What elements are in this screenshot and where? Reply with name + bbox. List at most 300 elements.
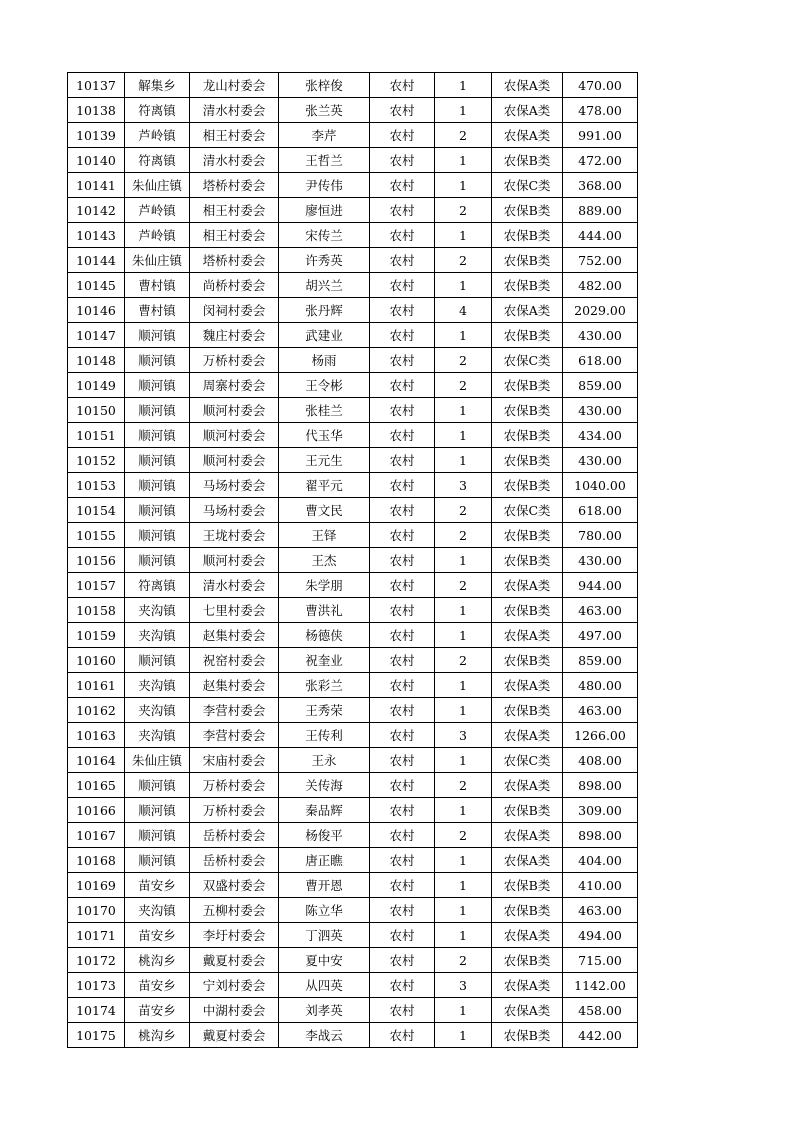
record-id-cell: 10175 xyxy=(68,1023,125,1048)
record-id-cell: 10147 xyxy=(68,323,125,348)
amount-cell: 859.00 xyxy=(563,648,638,673)
record-id-cell: 10174 xyxy=(68,998,125,1023)
village-committee-cell: 塔桥村委会 xyxy=(190,173,279,198)
person-count-cell: 1 xyxy=(435,673,492,698)
person-count-cell: 1 xyxy=(435,448,492,473)
household-type-cell: 农村 xyxy=(370,298,435,323)
name-cell: 关传海 xyxy=(279,773,370,798)
insurance-category-cell: 农保A类 xyxy=(492,998,563,1023)
amount-cell: 1266.00 xyxy=(563,723,638,748)
table-row xyxy=(68,723,638,748)
town-cell: 顺河镇 xyxy=(125,848,190,873)
person-count-cell: 2 xyxy=(435,348,492,373)
insurance-category-cell: 农保B类 xyxy=(492,698,563,723)
insurance-category-cell: 农保A类 xyxy=(492,298,563,323)
name-cell: 王铎 xyxy=(279,523,370,548)
table-row xyxy=(68,373,638,398)
town-cell: 顺河镇 xyxy=(125,798,190,823)
name-cell: 张梓俊 xyxy=(279,73,370,98)
village-committee-cell: 五柳村委会 xyxy=(190,898,279,923)
table-row xyxy=(68,423,638,448)
village-committee-cell: 祝窑村委会 xyxy=(190,648,279,673)
person-count-cell: 1 xyxy=(435,798,492,823)
name-cell: 杨雨 xyxy=(279,348,370,373)
village-committee-cell: 清水村委会 xyxy=(190,98,279,123)
village-committee-cell: 相王村委会 xyxy=(190,223,279,248)
village-committee-cell: 双盛村委会 xyxy=(190,873,279,898)
village-committee-cell: 顺河村委会 xyxy=(190,548,279,573)
household-type-cell: 农村 xyxy=(370,373,435,398)
table-row xyxy=(68,323,638,348)
village-committee-cell: 万桥村委会 xyxy=(190,348,279,373)
village-committee-cell: 中湖村委会 xyxy=(190,998,279,1023)
record-id-cell: 10142 xyxy=(68,198,125,223)
person-count-cell: 1 xyxy=(435,1023,492,1048)
household-type-cell: 农村 xyxy=(370,948,435,973)
person-count-cell: 2 xyxy=(435,373,492,398)
household-type-cell: 农村 xyxy=(370,198,435,223)
record-id-cell: 10144 xyxy=(68,248,125,273)
record-id-cell: 10146 xyxy=(68,298,125,323)
household-type-cell: 农村 xyxy=(370,998,435,1023)
town-cell: 朱仙庄镇 xyxy=(125,748,190,773)
village-committee-cell: 岳桥村委会 xyxy=(190,823,279,848)
insurance-category-cell: 农保B类 xyxy=(492,798,563,823)
roster-table xyxy=(67,72,638,1048)
household-type-cell: 农村 xyxy=(370,123,435,148)
household-type-cell: 农村 xyxy=(370,873,435,898)
name-cell: 王杰 xyxy=(279,548,370,573)
table-row xyxy=(68,98,638,123)
name-cell: 王元生 xyxy=(279,448,370,473)
household-type-cell: 农村 xyxy=(370,573,435,598)
town-cell: 夹沟镇 xyxy=(125,598,190,623)
village-committee-cell: 龙山村委会 xyxy=(190,73,279,98)
table-row xyxy=(68,298,638,323)
table-row xyxy=(68,398,638,423)
town-cell: 顺河镇 xyxy=(125,423,190,448)
town-cell: 顺河镇 xyxy=(125,498,190,523)
village-committee-cell: 尚桥村委会 xyxy=(190,273,279,298)
name-cell: 王传利 xyxy=(279,723,370,748)
household-type-cell: 农村 xyxy=(370,1023,435,1048)
town-cell: 苗安乡 xyxy=(125,923,190,948)
household-type-cell: 农村 xyxy=(370,648,435,673)
name-cell: 王令彬 xyxy=(279,373,370,398)
amount-cell: 470.00 xyxy=(563,73,638,98)
household-type-cell: 农村 xyxy=(370,798,435,823)
village-committee-cell: 闵祠村委会 xyxy=(190,298,279,323)
village-committee-cell: 相王村委会 xyxy=(190,198,279,223)
insurance-category-cell: 农保B类 xyxy=(492,898,563,923)
household-type-cell: 农村 xyxy=(370,423,435,448)
table-row xyxy=(68,73,638,98)
record-id-cell: 10150 xyxy=(68,398,125,423)
town-cell: 顺河镇 xyxy=(125,523,190,548)
village-committee-cell: 赵集村委会 xyxy=(190,673,279,698)
name-cell: 杨德侠 xyxy=(279,623,370,648)
person-count-cell: 1 xyxy=(435,98,492,123)
table-row xyxy=(68,573,638,598)
household-type-cell: 农村 xyxy=(370,73,435,98)
name-cell: 唐正瞧 xyxy=(279,848,370,873)
person-count-cell: 1 xyxy=(435,848,492,873)
village-committee-cell: 万桥村委会 xyxy=(190,798,279,823)
record-id-cell: 10159 xyxy=(68,623,125,648)
household-type-cell: 农村 xyxy=(370,273,435,298)
town-cell: 芦岭镇 xyxy=(125,123,190,148)
name-cell: 许秀英 xyxy=(279,248,370,273)
table-row xyxy=(68,223,638,248)
village-committee-cell: 戴夏村委会 xyxy=(190,1023,279,1048)
household-type-cell: 农村 xyxy=(370,498,435,523)
record-id-cell: 10173 xyxy=(68,973,125,998)
amount-cell: 898.00 xyxy=(563,773,638,798)
person-count-cell: 1 xyxy=(435,698,492,723)
household-type-cell: 农村 xyxy=(370,598,435,623)
household-type-cell: 农村 xyxy=(370,848,435,873)
record-id-cell: 10157 xyxy=(68,573,125,598)
record-id-cell: 10170 xyxy=(68,898,125,923)
insurance-category-cell: 农保C类 xyxy=(492,173,563,198)
town-cell: 夹沟镇 xyxy=(125,673,190,698)
village-committee-cell: 七里村委会 xyxy=(190,598,279,623)
amount-cell: 889.00 xyxy=(563,198,638,223)
insurance-category-cell: 农保B类 xyxy=(492,148,563,173)
record-id-cell: 10158 xyxy=(68,598,125,623)
household-type-cell: 农村 xyxy=(370,673,435,698)
insurance-category-cell: 农保B类 xyxy=(492,198,563,223)
village-committee-cell: 顺河村委会 xyxy=(190,398,279,423)
household-type-cell: 农村 xyxy=(370,473,435,498)
person-count-cell: 1 xyxy=(435,398,492,423)
town-cell: 顺河镇 xyxy=(125,448,190,473)
town-cell: 解集乡 xyxy=(125,73,190,98)
name-cell: 李芹 xyxy=(279,123,370,148)
village-committee-cell: 清水村委会 xyxy=(190,573,279,598)
town-cell: 顺河镇 xyxy=(125,773,190,798)
table-row xyxy=(68,898,638,923)
person-count-cell: 1 xyxy=(435,423,492,448)
record-id-cell: 10152 xyxy=(68,448,125,473)
household-type-cell: 农村 xyxy=(370,223,435,248)
record-id-cell: 10155 xyxy=(68,523,125,548)
amount-cell: 991.00 xyxy=(563,123,638,148)
record-id-cell: 10139 xyxy=(68,123,125,148)
insurance-category-cell: 农保A类 xyxy=(492,73,563,98)
name-cell: 张彩兰 xyxy=(279,673,370,698)
person-count-cell: 4 xyxy=(435,298,492,323)
name-cell: 宋传兰 xyxy=(279,223,370,248)
table-row xyxy=(68,198,638,223)
person-count-cell: 2 xyxy=(435,248,492,273)
household-type-cell: 农村 xyxy=(370,448,435,473)
name-cell: 曹开恩 xyxy=(279,873,370,898)
person-count-cell: 3 xyxy=(435,473,492,498)
person-count-cell: 2 xyxy=(435,498,492,523)
person-count-cell: 1 xyxy=(435,173,492,198)
village-committee-cell: 顺河村委会 xyxy=(190,423,279,448)
name-cell: 曹文民 xyxy=(279,498,370,523)
amount-cell: 434.00 xyxy=(563,423,638,448)
amount-cell: 463.00 xyxy=(563,898,638,923)
name-cell: 武建业 xyxy=(279,323,370,348)
table-row xyxy=(68,448,638,473)
town-cell: 桃沟乡 xyxy=(125,1023,190,1048)
insurance-category-cell: 农保B类 xyxy=(492,223,563,248)
person-count-cell: 1 xyxy=(435,223,492,248)
table-row xyxy=(68,248,638,273)
name-cell: 翟平元 xyxy=(279,473,370,498)
village-committee-cell: 魏庄村委会 xyxy=(190,323,279,348)
household-type-cell: 农村 xyxy=(370,548,435,573)
village-committee-cell: 万桥村委会 xyxy=(190,773,279,798)
roster-table-body xyxy=(68,73,638,1048)
person-count-cell: 1 xyxy=(435,598,492,623)
household-type-cell: 农村 xyxy=(370,623,435,648)
amount-cell: 458.00 xyxy=(563,998,638,1023)
town-cell: 曹村镇 xyxy=(125,298,190,323)
name-cell: 曹洪礼 xyxy=(279,598,370,623)
amount-cell: 494.00 xyxy=(563,923,638,948)
household-type-cell: 农村 xyxy=(370,323,435,348)
household-type-cell: 农村 xyxy=(370,723,435,748)
name-cell: 祝奎业 xyxy=(279,648,370,673)
town-cell: 夹沟镇 xyxy=(125,623,190,648)
insurance-category-cell: 农保A类 xyxy=(492,623,563,648)
person-count-cell: 1 xyxy=(435,923,492,948)
table-row xyxy=(68,848,638,873)
record-id-cell: 10169 xyxy=(68,873,125,898)
amount-cell: 752.00 xyxy=(563,248,638,273)
insurance-category-cell: 农保B类 xyxy=(492,948,563,973)
town-cell: 顺河镇 xyxy=(125,398,190,423)
village-committee-cell: 马场村委会 xyxy=(190,498,279,523)
insurance-category-cell: 农保B类 xyxy=(492,323,563,348)
record-id-cell: 10149 xyxy=(68,373,125,398)
table-row xyxy=(68,748,638,773)
insurance-category-cell: 农保B类 xyxy=(492,273,563,298)
insurance-category-cell: 农保A类 xyxy=(492,98,563,123)
record-id-cell: 10145 xyxy=(68,273,125,298)
person-count-cell: 1 xyxy=(435,273,492,298)
table-row xyxy=(68,948,638,973)
insurance-category-cell: 农保A类 xyxy=(492,123,563,148)
record-id-cell: 10140 xyxy=(68,148,125,173)
record-id-cell: 10171 xyxy=(68,923,125,948)
household-type-cell: 农村 xyxy=(370,348,435,373)
household-type-cell: 农村 xyxy=(370,773,435,798)
record-id-cell: 10153 xyxy=(68,473,125,498)
table-row xyxy=(68,498,638,523)
person-count-cell: 2 xyxy=(435,523,492,548)
insurance-category-cell: 农保A类 xyxy=(492,673,563,698)
amount-cell: 430.00 xyxy=(563,448,638,473)
town-cell: 桃沟乡 xyxy=(125,948,190,973)
town-cell: 苗安乡 xyxy=(125,973,190,998)
record-id-cell: 10151 xyxy=(68,423,125,448)
insurance-category-cell: 农保B类 xyxy=(492,648,563,673)
table-row xyxy=(68,548,638,573)
village-committee-cell: 李圩村委会 xyxy=(190,923,279,948)
record-id-cell: 10137 xyxy=(68,73,125,98)
record-id-cell: 10141 xyxy=(68,173,125,198)
name-cell: 从四英 xyxy=(279,973,370,998)
person-count-cell: 1 xyxy=(435,748,492,773)
table-row xyxy=(68,123,638,148)
town-cell: 芦岭镇 xyxy=(125,198,190,223)
town-cell: 芦岭镇 xyxy=(125,223,190,248)
household-type-cell: 农村 xyxy=(370,698,435,723)
amount-cell: 618.00 xyxy=(563,348,638,373)
person-count-cell: 1 xyxy=(435,873,492,898)
village-committee-cell: 赵集村委会 xyxy=(190,623,279,648)
record-id-cell: 10138 xyxy=(68,98,125,123)
insurance-category-cell: 农保C类 xyxy=(492,498,563,523)
record-id-cell: 10156 xyxy=(68,548,125,573)
name-cell: 代玉华 xyxy=(279,423,370,448)
household-type-cell: 农村 xyxy=(370,923,435,948)
household-type-cell: 农村 xyxy=(370,748,435,773)
name-cell: 胡兴兰 xyxy=(279,273,370,298)
table-row xyxy=(68,623,638,648)
insurance-category-cell: 农保B类 xyxy=(492,448,563,473)
record-id-cell: 10161 xyxy=(68,673,125,698)
household-type-cell: 农村 xyxy=(370,823,435,848)
person-count-cell: 1 xyxy=(435,323,492,348)
table-row xyxy=(68,523,638,548)
name-cell: 丁泗英 xyxy=(279,923,370,948)
name-cell: 杨俊平 xyxy=(279,823,370,848)
town-cell: 曹村镇 xyxy=(125,273,190,298)
insurance-category-cell: 农保A类 xyxy=(492,773,563,798)
record-id-cell: 10143 xyxy=(68,223,125,248)
person-count-cell: 2 xyxy=(435,573,492,598)
person-count-cell: 2 xyxy=(435,948,492,973)
insurance-category-cell: 农保A类 xyxy=(492,973,563,998)
record-id-cell: 10154 xyxy=(68,498,125,523)
record-id-cell: 10160 xyxy=(68,648,125,673)
amount-cell: 497.00 xyxy=(563,623,638,648)
town-cell: 顺河镇 xyxy=(125,323,190,348)
amount-cell: 2029.00 xyxy=(563,298,638,323)
village-committee-cell: 周寨村委会 xyxy=(190,373,279,398)
amount-cell: 404.00 xyxy=(563,848,638,873)
town-cell: 苗安乡 xyxy=(125,998,190,1023)
town-cell: 夹沟镇 xyxy=(125,698,190,723)
record-id-cell: 10164 xyxy=(68,748,125,773)
town-cell: 夹沟镇 xyxy=(125,723,190,748)
table-row xyxy=(68,798,638,823)
name-cell: 张兰英 xyxy=(279,98,370,123)
table-row xyxy=(68,773,638,798)
village-committee-cell: 马场村委会 xyxy=(190,473,279,498)
household-type-cell: 农村 xyxy=(370,398,435,423)
household-type-cell: 农村 xyxy=(370,898,435,923)
insurance-category-cell: 农保B类 xyxy=(492,548,563,573)
table-row xyxy=(68,873,638,898)
amount-cell: 463.00 xyxy=(563,598,638,623)
amount-cell: 442.00 xyxy=(563,1023,638,1048)
town-cell: 顺河镇 xyxy=(125,548,190,573)
village-committee-cell: 李营村委会 xyxy=(190,723,279,748)
town-cell: 夹沟镇 xyxy=(125,898,190,923)
amount-cell: 430.00 xyxy=(563,323,638,348)
amount-cell: 430.00 xyxy=(563,548,638,573)
insurance-category-cell: 农保B类 xyxy=(492,373,563,398)
village-committee-cell: 李营村委会 xyxy=(190,698,279,723)
insurance-category-cell: 农保A类 xyxy=(492,823,563,848)
name-cell: 朱学朋 xyxy=(279,573,370,598)
household-type-cell: 农村 xyxy=(370,98,435,123)
name-cell: 王哲兰 xyxy=(279,148,370,173)
insurance-category-cell: 农保A类 xyxy=(492,848,563,873)
amount-cell: 480.00 xyxy=(563,673,638,698)
amount-cell: 430.00 xyxy=(563,398,638,423)
insurance-category-cell: 农保C类 xyxy=(492,348,563,373)
name-cell: 廖恒进 xyxy=(279,198,370,223)
town-cell: 顺河镇 xyxy=(125,373,190,398)
person-count-cell: 2 xyxy=(435,198,492,223)
amount-cell: 944.00 xyxy=(563,573,638,598)
table-row xyxy=(68,348,638,373)
record-id-cell: 10165 xyxy=(68,773,125,798)
table-row xyxy=(68,273,638,298)
insurance-category-cell: 农保B类 xyxy=(492,398,563,423)
record-id-cell: 10168 xyxy=(68,848,125,873)
name-cell: 刘孝英 xyxy=(279,998,370,1023)
household-type-cell: 农村 xyxy=(370,173,435,198)
town-cell: 顺河镇 xyxy=(125,473,190,498)
table-row xyxy=(68,648,638,673)
amount-cell: 898.00 xyxy=(563,823,638,848)
household-type-cell: 农村 xyxy=(370,248,435,273)
table-row xyxy=(68,673,638,698)
amount-cell: 482.00 xyxy=(563,273,638,298)
record-id-cell: 10148 xyxy=(68,348,125,373)
insurance-category-cell: 农保A类 xyxy=(492,723,563,748)
insurance-category-cell: 农保C类 xyxy=(492,748,563,773)
name-cell: 尹传伟 xyxy=(279,173,370,198)
person-count-cell: 1 xyxy=(435,898,492,923)
table-row xyxy=(68,998,638,1023)
town-cell: 苗安乡 xyxy=(125,873,190,898)
amount-cell: 478.00 xyxy=(563,98,638,123)
village-committee-cell: 清水村委会 xyxy=(190,148,279,173)
table-row xyxy=(68,473,638,498)
record-id-cell: 10166 xyxy=(68,798,125,823)
table-row xyxy=(68,598,638,623)
table-row xyxy=(68,823,638,848)
table-row xyxy=(68,1023,638,1048)
household-type-cell: 农村 xyxy=(370,973,435,998)
name-cell: 陈立华 xyxy=(279,898,370,923)
name-cell: 王秀荣 xyxy=(279,698,370,723)
table-row xyxy=(68,173,638,198)
village-committee-cell: 宋庙村委会 xyxy=(190,748,279,773)
person-count-cell: 1 xyxy=(435,73,492,98)
village-committee-cell: 宁刘村委会 xyxy=(190,973,279,998)
insurance-category-cell: 农保B类 xyxy=(492,473,563,498)
amount-cell: 1142.00 xyxy=(563,973,638,998)
amount-cell: 1040.00 xyxy=(563,473,638,498)
person-count-cell: 1 xyxy=(435,623,492,648)
table-row xyxy=(68,698,638,723)
record-id-cell: 10163 xyxy=(68,723,125,748)
town-cell: 符离镇 xyxy=(125,573,190,598)
amount-cell: 472.00 xyxy=(563,148,638,173)
insurance-category-cell: 农保A类 xyxy=(492,923,563,948)
